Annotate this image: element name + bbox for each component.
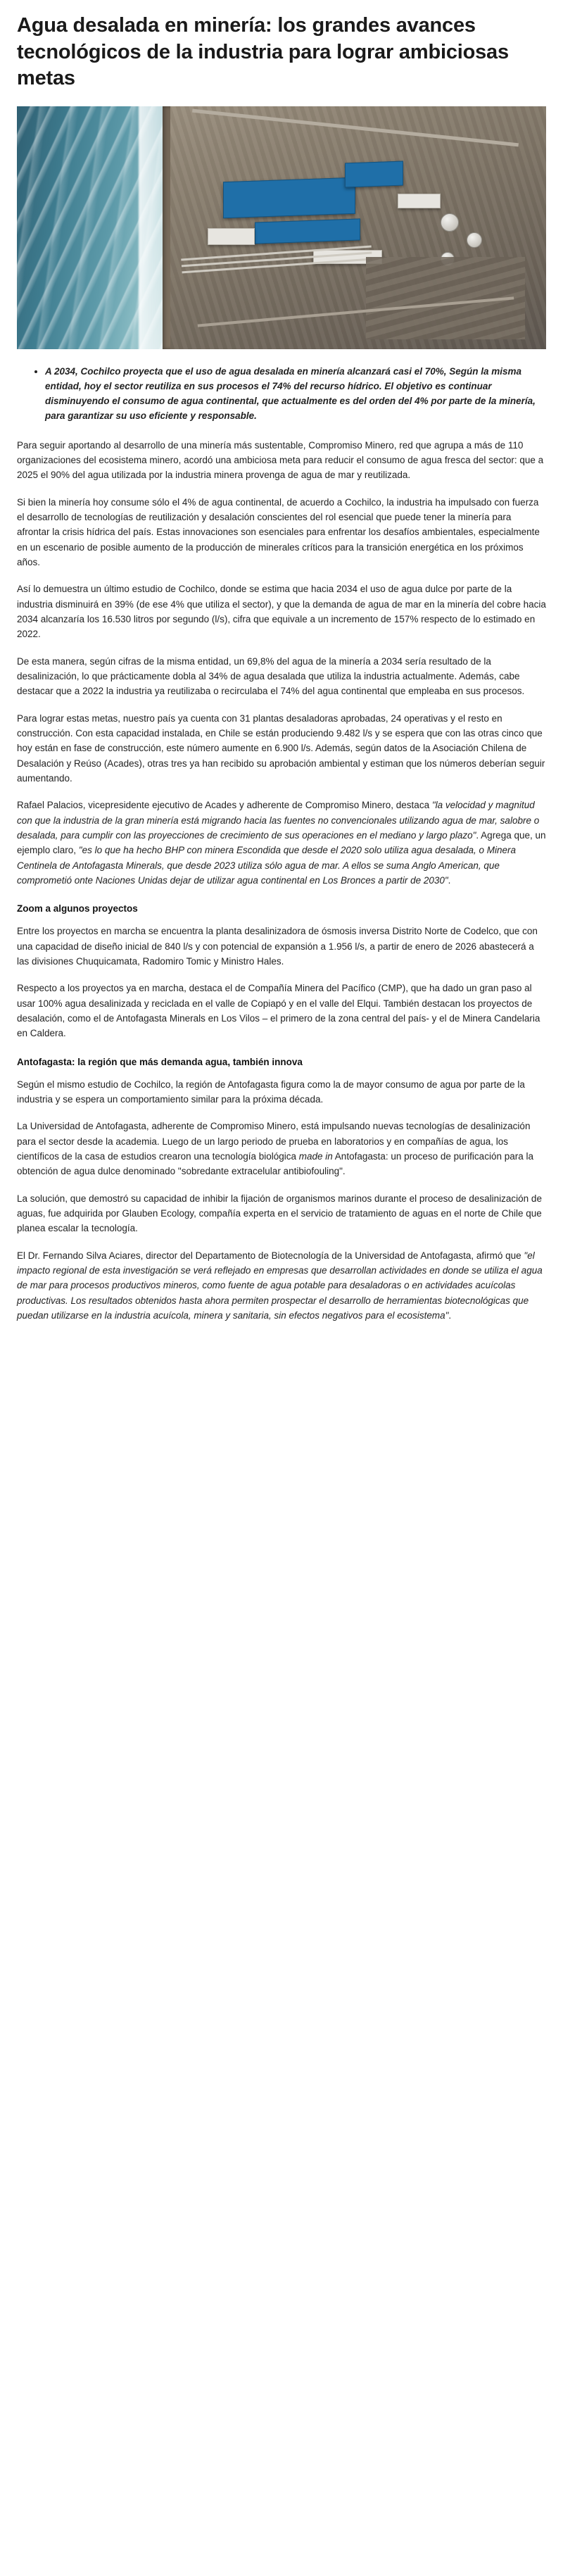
final-quote-lead: El Dr. Fernando Silva Aciares, director del Departamento de Biotecnología de la Universidad de Antofagasta, afirmó que: [17, 1250, 524, 1261]
quote-text-1: "la velocidad y magnitud con que la industria de la gran minería está migrando hacia las fuentes no convencionales utilizando agua de mar, salobre o desalada, para cumplir con las proyecciones de crecimiento de sus operaciones en el mediano y largo plazo": [17, 800, 540, 841]
final-quote-tail: .: [448, 1309, 452, 1321]
aerial-photo-image: [17, 106, 546, 349]
plant-building-roof: [255, 219, 360, 244]
paragraph-5: Para lograr estas metas, nuestro país ya cuenta con 31 plantas desaladoras aprobadas, 24 operativas y el resto en construcción. Con esta capacidad instalada, en Chile se están produciendo 9.482 l/s y se espera que con las otras cinco que hoy están en fase de construcción, este número aumente en 6.900 l/s. Además, según datos de la Asociación Chilena de Desalación y Reúso (Acades), otras tres ya han recibido su aprobación ambiental y estiman que los números deberían seguir aumentando.: [17, 712, 545, 784]
section-1-paragraph-2: Respecto a los proyectos ya en marcha, destaca el de Compañía Minera del Pacífico (CMP), que ha dado un gran paso al usar 100% agua desalinizada y reciclada en el valle de Copiapó y en el valle del Elqui. También destacan los proyectos de desalación, como el de Antofagasta Minerals en Los Vilos – el primero de la zona central del país- y el de Minera Candelaria en Caldera.: [17, 983, 540, 1039]
plant-building-roof: [223, 177, 355, 218]
closing-paragraph-1: La solución, que demostró su capacidad de inhibir la fijación de organismos marinos durante el proceso de desalinización de aguas, fue adquirida por Glauben Ecology, compañía experta en el servicio de tratamiento de aguas en el norte de Chile que planea escalar la tecnología.: [17, 1193, 542, 1234]
universidad-part-2: Antofagasta: un proceso de purificación para la obtención de agua dulce denominado "sobredante extracelular antibiofouling".: [17, 1150, 533, 1177]
universidad-paragraph: [17, 1119, 546, 1179]
universidad-part-1: La Universidad de Antofagasta, adherente de Compromiso Minero, está impulsando nuevas tecnologías de desalinización para el sector desde la academia. Luego de un largo periodo de prueba en laboratorios y en compañías de agua, los científicos de la casa de estudios crearon una tecnología biológica: [17, 1121, 531, 1162]
quote-paragraph-acades: [17, 798, 546, 888]
section-heading-antofagasta: Antofagasta: la región que más demanda agua, también innova: [17, 1056, 303, 1067]
highlights-list: [17, 365, 546, 424]
section-2-paragraph-1: Según el mismo estudio de Cochilco, la región de Antofagasta figura como la de mayor consumo de agua por parte de la industria y se espera un comportamiento similar para la próxima década.: [17, 1079, 525, 1105]
section-heading-proyectos: Zoom a algunos proyectos: [17, 903, 138, 915]
final-quote-paragraph: [17, 1248, 546, 1324]
quote-tail: .: [448, 874, 451, 886]
paragraph-1: Para seguir aportando al desarrollo de una minería más sustentable, Compromiso Minero, red que agrupa a más de 110 organizaciones del ecosistema minero, acordó una ambiciosa meta para reducir el consumo de agua fresca del sector: que a 2025 el 90% del agua utilizada por la industria minera provenga de agua de mar y reutilizada.: [17, 439, 544, 481]
plant-building: [398, 194, 440, 208]
storage-tank: [441, 213, 459, 232]
final-quote-text: "el impacto regional de esta investigación se verá reflejado en empresas que desarrollan actividades en donde se utiliza el agua de mar para procesos productivos mineros, como fuente de agua potable para desaladoras o en actividades acuícolas productivas. Los resultados obtenidos hasta ahora permiten prospectar el desarrollo de herramientas biotecnológicas que puedan utilizarse en la industria acuícola, minera y sanitaria, sin efectos negativos para el ecosistema": [17, 1250, 543, 1321]
quote-mid: . Agrega que, un ejemplo claro,: [17, 829, 546, 856]
hero-figure: [17, 106, 546, 349]
paragraph-2: Si bien la minería hoy consume sólo el 4% de agua continental, de acuerdo a Cochilco, la industria ha impulsado con fuerza el desarrollo de tecnologías de reutilización y desalación conscientes del rol esencial que puede tener la minería para afrontar la crisis hídrica del país. Estas innovaciones son esenciales para enfrentar los desafíos ambientales, especialmente en un escenario de posible aumento de la producción de minerales críticos para la transición energética en los próximos años.: [17, 496, 540, 568]
page-title: Agua desalada en minería: los grandes avances tecnológicos de la industria para lograr ambiciosas metas: [17, 14, 509, 90]
section-1-paragraph-1: Entre los proyectos en marcha se encuentra la planta desalinizadora de ósmosis inversa Distrito Norte de Codelco, que con una capacidad de diseño inicial de 840 l/s y con potencial de expansión a 1.956 l/s, a partir de enero de 2026 abastecerá a las divisiones Chuquicamata, Radomiro Tomic y Ministro Hales.: [17, 926, 538, 967]
paragraph-4: De esta manera, según cifras de la misma entidad, un 69,8% del agua de la minería a 2034 sería resultado de la desalinización, lo que prácticamente dobla al 34% de agua desalada que utiliza la industria actualmente. Además, cabe destacar que a 2022 la industria ya reutilizaba o recirculaba el 74% del agua continental que empleaba en sus procesos.: [17, 655, 525, 697]
quote-text-2: "es lo que ha hecho BHP con minera Escondida que desde el 2020 solo utiliza agua desalada, o Minera Centinela de Antofagasta Minerals, que desde 2023 utiliza sólo agua de mar. A ellos se suma Anglo American, que comprometió onte Naciones Unidas dejar de utilizar agua continental en Los Bronces a partir de 2030": [17, 845, 517, 886]
list-item: • A 2034, Cochilco proyecta que el uso de agua desalada en minería alcanzará casi el 70%, Según la misma entidad, hoy el sector reutiliza en sus procesos el 74% del recurso hídrico. El objetivo es continuar disminuyendo el consumo de agua continental, que actualmente es del orden del 4% por parte de la minería, para garantizar su uso eficiente y responsable.: [45, 365, 546, 424]
plant-building: [208, 228, 255, 245]
plant-building-roof: [345, 161, 403, 187]
quote-lead: Rafael Palacios, vicepresidente ejecutivo de Acades y adherente de Compromiso Minero, destaca: [17, 800, 432, 811]
paragraph-3: Así lo demuestra un último estudio de Cochilco, donde se estima que hacia 2034 el uso de agua dulce por parte de la industria disminuirá en 39% (de ese 4% que utiliza el sector), y que la demanda de agua de mar en la minería del cobre hacia 2034 alcanzaría los 16.530 litros por segundo (l/s), cifra que equivale a un incremento de 157% respecto de lo estimado en 2022.: [17, 584, 546, 640]
universidad-emphasis: made in: [298, 1150, 333, 1162]
